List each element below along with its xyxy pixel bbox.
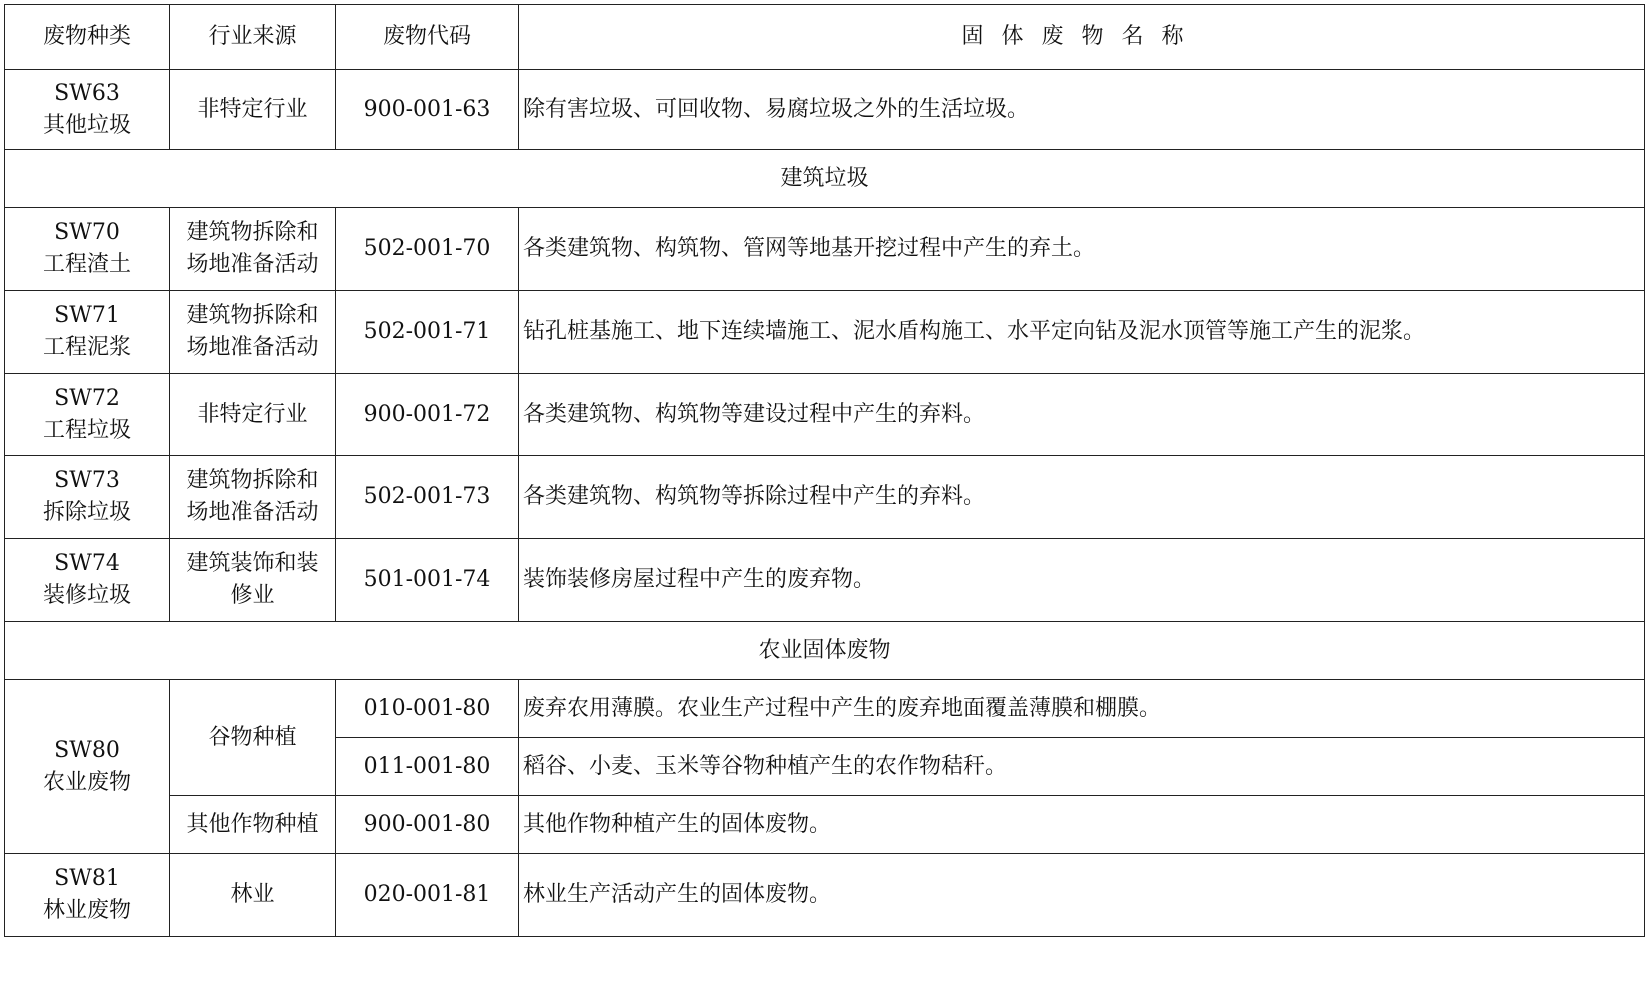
- description-cell: 其他作物种植产生的固体废物。: [519, 796, 1645, 854]
- source-line: 场地准备活动: [186, 335, 319, 360]
- category-name: 拆除垃圾: [42, 500, 131, 525]
- category-name: 装修垃圾: [42, 583, 131, 608]
- category-code: SW71: [54, 303, 120, 328]
- code-cell: 900-001-80: [336, 796, 519, 854]
- category-cell: [5, 291, 170, 374]
- section-construction: 建筑垃圾: [5, 150, 1645, 208]
- category-cell: [5, 456, 170, 539]
- source-line: 建筑装饰和装: [186, 551, 319, 576]
- category-name: 工程渣土: [42, 252, 131, 277]
- description-cell: 废弃农用薄膜。农业生产过程中产生的废弃地面覆盖薄膜和棚膜。: [519, 680, 1645, 738]
- description-cell: 各类建筑物、构筑物、管网等地基开挖过程中产生的弃土。: [519, 208, 1645, 291]
- code-cell: 900-001-63: [336, 70, 519, 150]
- table-row: [5, 291, 1645, 374]
- section-row: [5, 150, 1645, 208]
- table-row: [5, 796, 1645, 854]
- header-name: 固体废物名称: [519, 5, 1645, 70]
- description-cell: 除有害垃圾、可回收物、易腐垃圾之外的生活垃圾。: [519, 70, 1645, 150]
- category-cell: [5, 374, 170, 456]
- description-cell: 稻谷、小麦、玉米等谷物种植产生的农作物秸秆。: [519, 738, 1645, 796]
- header-source: 行业来源: [170, 5, 336, 70]
- code-cell: 501-001-74: [336, 539, 519, 622]
- category-name: 工程泥浆: [42, 335, 131, 360]
- code-cell: 502-001-70: [336, 208, 519, 291]
- table-row: [5, 70, 1645, 150]
- header-category: 废物种类: [5, 5, 170, 70]
- category-code: SW63: [54, 80, 120, 106]
- category-code: SW81: [54, 866, 120, 891]
- category-cell: [5, 208, 170, 291]
- category-name: 农业废物: [42, 769, 131, 795]
- waste-classification-table: [4, 4, 1645, 937]
- category-code: SW72: [54, 385, 120, 411]
- source-line: 建筑物拆除和: [186, 468, 319, 493]
- code-cell: 502-001-73: [336, 456, 519, 539]
- source-cell: 非特定行业: [170, 374, 336, 456]
- source-line: 修业: [230, 583, 275, 608]
- description-cell: 钻孔桩基施工、地下连续墙施工、泥水盾构施工、水平定向钻及泥水顶管等施工产生的泥浆。: [519, 291, 1645, 374]
- code-cell: 011-001-80: [336, 738, 519, 796]
- table-row: [5, 539, 1645, 622]
- source-cell: [170, 208, 336, 291]
- description-cell: 各类建筑物、构筑物等拆除过程中产生的弃料。: [519, 456, 1645, 539]
- description-cell: 林业生产活动产生的固体废物。: [519, 854, 1645, 937]
- category-cell: [5, 854, 170, 937]
- code-cell: 900-001-72: [336, 374, 519, 456]
- table-row: [5, 374, 1645, 456]
- source-cell: 林业: [170, 854, 336, 937]
- category-code: SW70: [54, 220, 120, 245]
- source-line: 场地准备活动: [186, 500, 319, 525]
- code-cell: 020-001-81: [336, 854, 519, 937]
- source-cell: 其他作物种植: [170, 796, 336, 854]
- category-code: SW74: [54, 551, 120, 576]
- header-code: 废物代码: [336, 5, 519, 70]
- source-cell: [170, 456, 336, 539]
- category-cell: [5, 70, 170, 150]
- table-row: [5, 208, 1645, 291]
- table-row: [5, 854, 1645, 937]
- source-line: 场地准备活动: [186, 252, 319, 277]
- source-line: 建筑物拆除和: [186, 220, 319, 245]
- category-code: SW73: [54, 468, 120, 493]
- table-row: [5, 680, 1645, 738]
- table-row: [5, 456, 1645, 539]
- section-agriculture: 农业固体废物: [5, 622, 1645, 680]
- source-cell: [170, 291, 336, 374]
- source-cell: [170, 539, 336, 622]
- table-header-row: [5, 5, 1645, 70]
- description-cell: 装饰装修房屋过程中产生的废弃物。: [519, 539, 1645, 622]
- category-cell: [5, 539, 170, 622]
- source-cell: 谷物种植: [170, 680, 336, 796]
- category-name: 工程垃圾: [42, 417, 131, 443]
- code-cell: 502-001-71: [336, 291, 519, 374]
- source-line: 建筑物拆除和: [186, 303, 319, 328]
- category-code: SW80: [54, 737, 120, 763]
- source-cell: 非特定行业: [170, 70, 336, 150]
- code-cell: 010-001-80: [336, 680, 519, 738]
- section-row: [5, 622, 1645, 680]
- category-cell: [5, 680, 170, 854]
- category-name: 林业废物: [42, 898, 131, 923]
- category-name: 其他垃圾: [42, 112, 131, 138]
- description-cell: 各类建筑物、构筑物等建设过程中产生的弃料。: [519, 374, 1645, 456]
